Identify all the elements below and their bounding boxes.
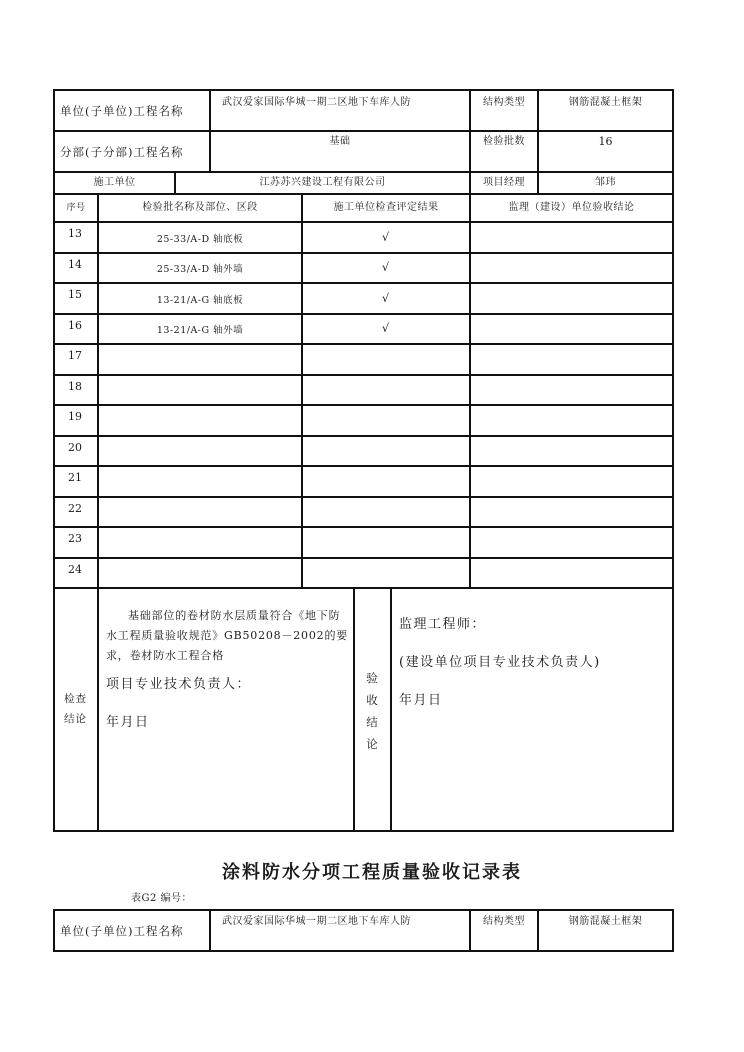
structure-type-label: 结构类型: [483, 916, 525, 927]
inspection-label-line1: 检查: [64, 693, 87, 705]
row-seq: 15: [68, 288, 82, 301]
row-batch-name: 13-21/A-G 轴外墙: [156, 325, 244, 336]
subproject-name-value: 基础: [329, 136, 351, 147]
column-header-contractor-result: 施工单位检查评定结果: [333, 202, 439, 213]
inspection-date-label: 年月日: [106, 715, 150, 730]
acceptance-label-char: 结: [366, 715, 378, 729]
contractor-label: 施工单位: [93, 177, 136, 188]
column-header-batch-name: 检验批名称及部位、区段: [142, 202, 258, 213]
project-name-value: 武汉爱家国际华城一期二区地下车库人防: [222, 97, 411, 108]
row-seq: 19: [68, 410, 82, 423]
subproject-name-label: 分部(子分部)工程名称: [60, 145, 184, 159]
acceptance-label: [365, 667, 379, 755]
contractor-value: 江苏苏兴建设工程有限公司: [259, 177, 386, 188]
project-name-value: 武汉爱家国际华城一期二区地下车库人防: [222, 916, 411, 927]
batch-count-value: 16: [598, 135, 613, 148]
acceptance-label-char: 收: [366, 693, 378, 707]
owner-representative-label: (建设单位项目专业技术负责人): [399, 655, 601, 670]
structure-type-value: 钢筋混凝土框架: [568, 97, 643, 108]
row-batch-name: 25-33/A-D 轴外墙: [156, 264, 244, 275]
form-title: 涂料防水分项工程质量验收记录表: [222, 862, 522, 883]
row-seq: 23: [68, 532, 82, 545]
form-number-label: 表G2 编号：: [131, 893, 193, 904]
row-seq: 20: [68, 441, 82, 454]
check-mark-icon: √: [381, 260, 391, 274]
row-batch-name: 25-33/A-D 轴底板: [156, 234, 244, 245]
structure-type-label: 结构类型: [483, 97, 525, 108]
check-mark-icon: √: [381, 230, 391, 244]
batch-count-label: 检验批数: [483, 136, 525, 147]
row-seq: 22: [68, 502, 82, 515]
project-manager-label: 项目经理: [483, 177, 525, 188]
project-name-label: 单位(子单位)工程名称: [60, 104, 184, 118]
row-seq: 16: [68, 319, 82, 332]
structure-type-value: 钢筋混凝土框架: [568, 916, 643, 927]
check-mark-icon: √: [381, 291, 391, 305]
inspection-label-line2: 结论: [64, 713, 87, 725]
row-seq: 17: [68, 349, 82, 362]
row-seq: 24: [68, 563, 82, 576]
acceptance-label-char: 验: [366, 671, 378, 685]
row-seq: 13: [68, 227, 82, 240]
check-mark-icon: √: [381, 321, 391, 335]
inspection-signer-label: 项目专业技术负责人：: [106, 677, 252, 692]
row-seq: 21: [68, 471, 82, 484]
inspection-conclusion-text: 基础部位的卷材防水层质量符合《地下防水工程质量验收规范》GB50208－2002的要求，卷材防水工程合格: [106, 609, 349, 662]
row-seq: 18: [68, 380, 82, 393]
acceptance-label-char: 论: [366, 737, 378, 751]
column-header-supervisor-conclusion: 监理（建设）单位验收结论: [508, 202, 635, 213]
row-batch-name: 13-21/A-G 轴底板: [156, 295, 244, 306]
acceptance-date-label: 年月日: [399, 693, 443, 708]
supervisor-engineer-label: 监理工程师：: [399, 617, 487, 632]
project-manager-value: 邹玮: [595, 177, 616, 188]
column-header-seq: 序号: [66, 203, 86, 213]
row-seq: 14: [68, 258, 82, 271]
project-name-label: 单位(子单位)工程名称: [60, 924, 184, 938]
